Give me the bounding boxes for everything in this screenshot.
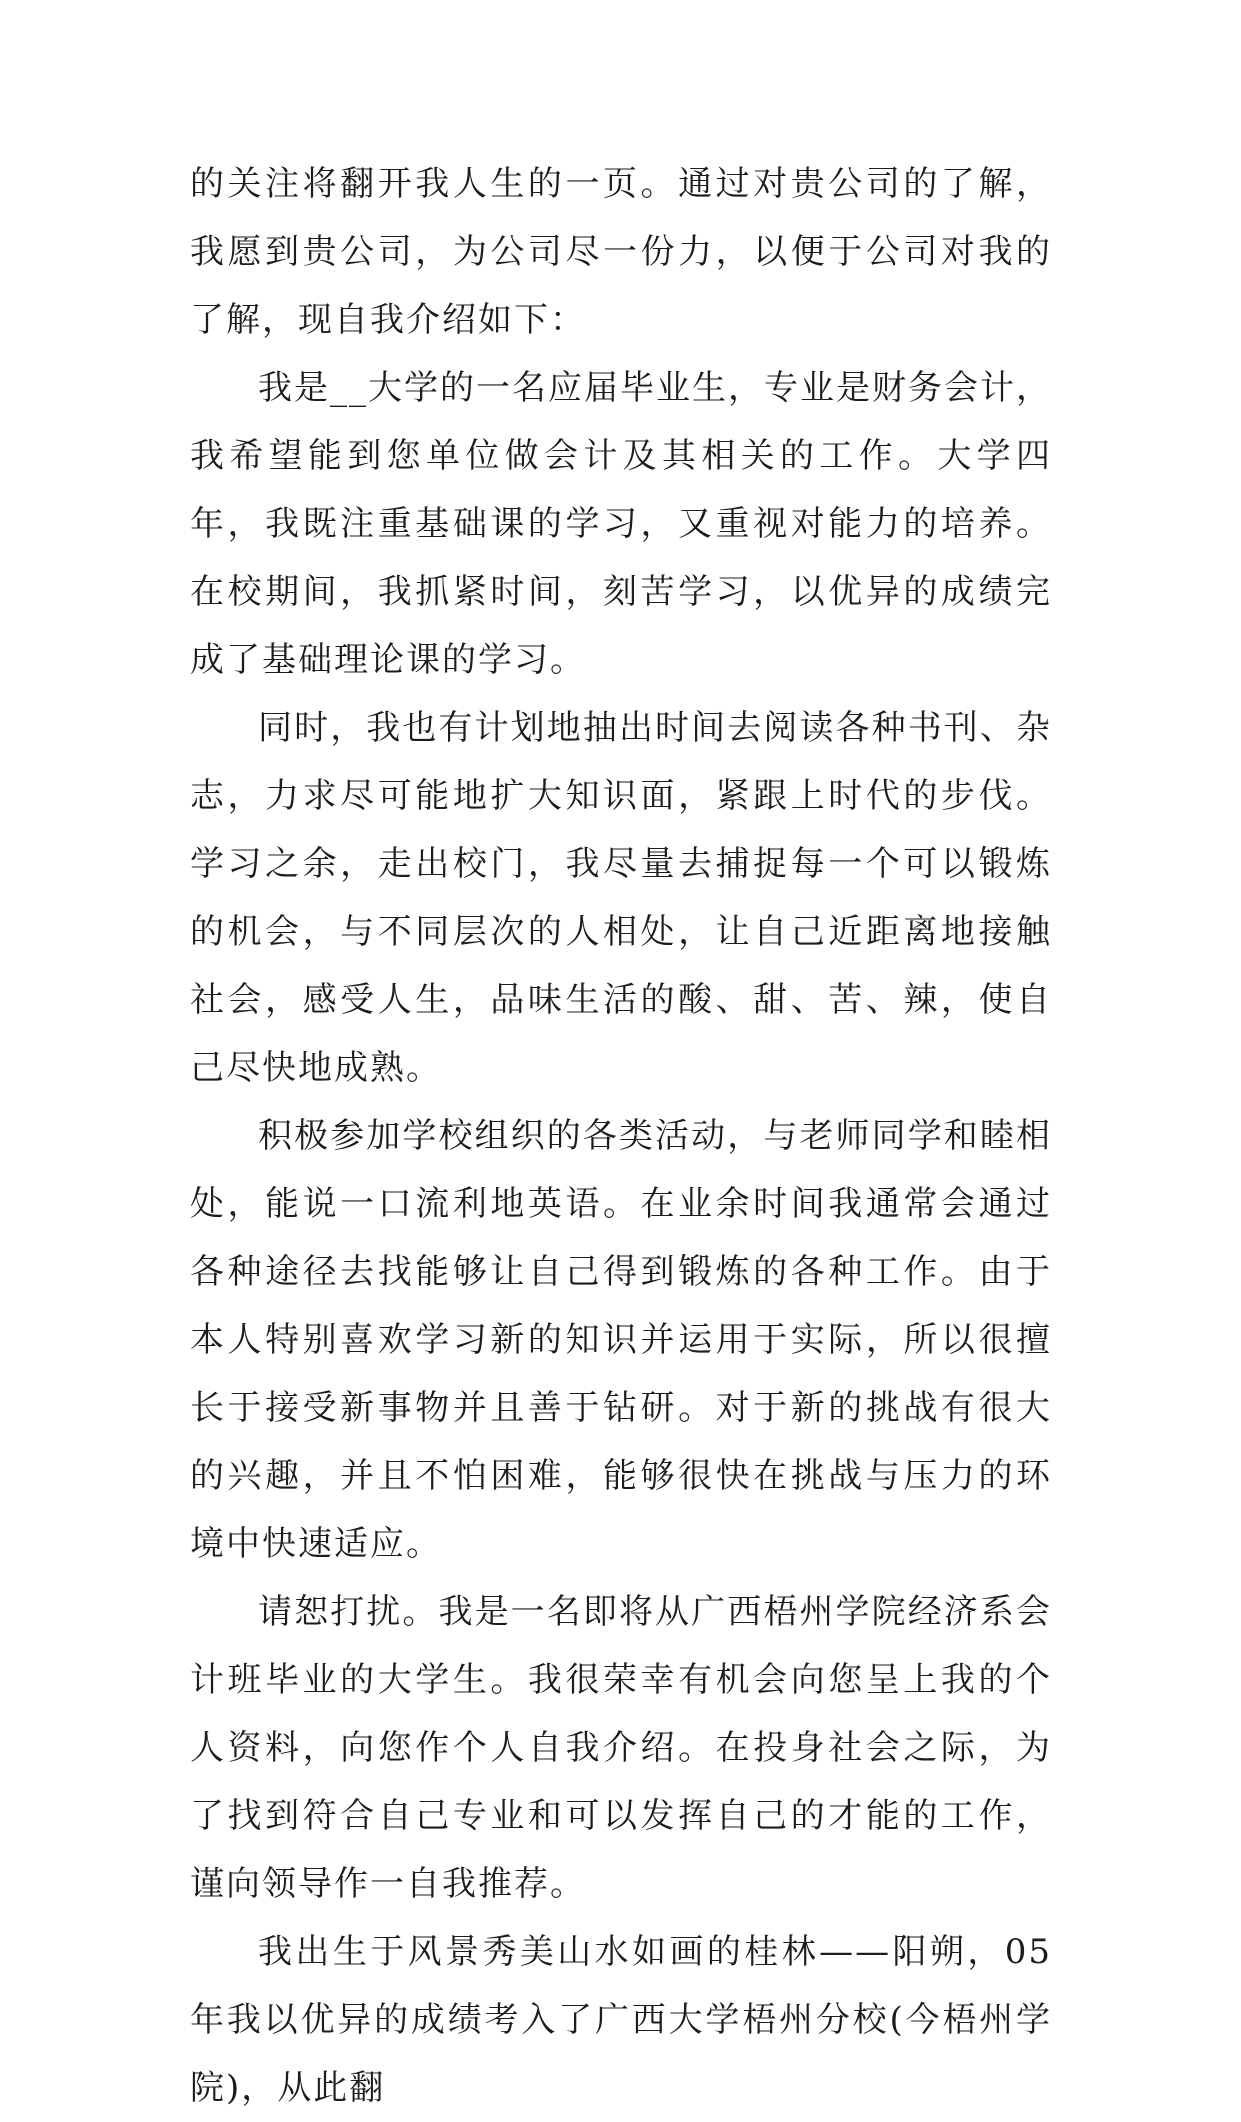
- paragraph-6: 我出生于风景秀美山水如画的桂林——阳朔，05年我以优异的成绩考入了广西大学梧州分校(今梧州学院)，从此翻: [190, 1932, 1052, 2108]
- paragraph-5: 请恕打扰。我是一名即将从广西梧州学院经济系会计班毕业的大学生。我很荣幸有机会向您呈上我的个人资料，向您作个人自我介绍。在投身社会之际，为了找到符合自己专业和可以发挥自己的才能的工作，谨向领导作一自我推荐。: [190, 1592, 1052, 1904]
- paragraph-3: 同时，我也有计划地抽出时间去阅读各种书刊、杂志，力求尽可能地扩大知识面，紧跟上时代的步伐。学习之余，走出校门，我尽量去捕捉每一个可以锻炼的机会，与不同层次的人相处，让自己近距离地接触社会，感受人生，品味生活的酸、甜、苦、辣，使自己尽快地成熟。: [190, 708, 1052, 1088]
- paragraph-1: 的关注将翻开我人生的一页。通过对贵公司的了解，我愿到贵公司，为公司尽一份力，以便于公司对我的了解，现自我介绍如下：: [190, 164, 1052, 340]
- paragraph-2: 我是__大学的一名应届毕业生，专业是财务会计，我希望能到您单位做会计及其相关的工作。大学四年，我既注重基础课的学习，又重视对能力的培养。在校期间，我抓紧时间，刻苦学习，以优异的成绩完成了基础理论课的学习。: [190, 368, 1052, 680]
- document-body: [190, 150, 1052, 2122]
- paragraph-4: 积极参加学校组织的各类活动，与老师同学和睦相处，能说一口流利地英语。在业余时间我通常会通过各种途径去找能够让自己得到锻炼的各种工作。由于本人特别喜欢学习新的知识并运用于实际，所以很擅长于接受新事物并且善于钻研。对于新的挑战有很大的兴趣，并且不怕困难，能够很快在挑战与压力的环境中快速适应。: [190, 1116, 1052, 1564]
